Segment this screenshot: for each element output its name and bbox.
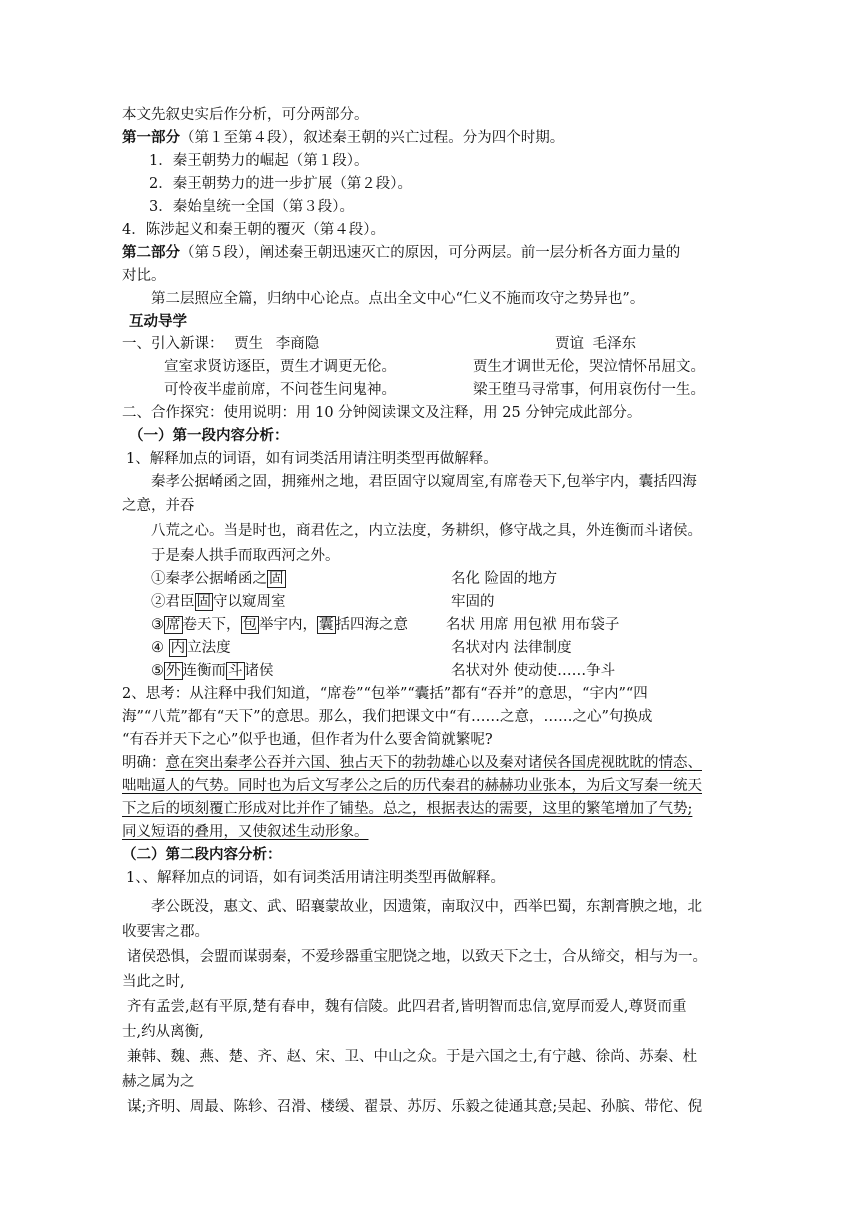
- sub2-title: （二）第二段内容分析：: [122, 847, 282, 863]
- passage-line: 当此之时,: [122, 974, 185, 990]
- key-word-box: 固: [196, 594, 211, 610]
- vocab-number: ③: [151, 617, 164, 633]
- part1-heading: 第一部分: [122, 130, 180, 146]
- part2-text: （第５段），阐述秦王朝迅速灭亡的原因，可分两层。前一层分析各方面力量的: [180, 245, 681, 261]
- poet-name: 毛泽东: [592, 336, 637, 352]
- section1-line: [122, 334, 319, 354]
- part2-line: [122, 243, 680, 263]
- answer-line: 同义短语的叠用，又使叙述生动形象。: [122, 824, 369, 840]
- vocab-explanation: 名状 用席 用包袱 用布袋子: [446, 617, 620, 633]
- vocab-number: ⑤: [151, 663, 164, 679]
- poem-line: 可怜夜半虚前席，不问苍生问鬼神。: [164, 382, 396, 398]
- passage-line: 谋;齐明、周最、陈轸、召滑、楼缓、翟景、苏厉、乐毅之徒通其意;吴起、孙膑、带佗、倪: [127, 1099, 703, 1115]
- vocab-text: 立法度: [187, 640, 231, 656]
- poem-line: 贾生才调世无伦，哭泣情怀吊屈文。: [473, 359, 705, 375]
- key-word-box: 囊: [319, 617, 334, 633]
- passage-line: 收要害之郡。: [122, 924, 209, 940]
- key-word-box: 内: [170, 640, 186, 656]
- passage-line: 齐有孟尝,赵有平原,楚有春申，魏有信陵。此四君者,皆明智而忠信,宽厚而爱人,尊贤而重: [127, 999, 687, 1015]
- vocab-explanation: 名状对内 法律制度: [451, 640, 572, 656]
- poet-name: 贾生: [234, 336, 264, 352]
- answer-text: 意在突出秦孝公吞并六国、独占天下的勃勃雄心以及秦对诸侯各国虎视眈眈的情态、: [165, 755, 702, 771]
- guide-title: 互动导学: [129, 314, 187, 330]
- passage-line: 兼韩、魏、燕、楚、齐、赵、宋、卫、中山之众。于是六国之士,有宁越、徐尚、苏秦、杜: [127, 1049, 698, 1065]
- think-question-line: 海”“八荒”都有“天下”的意思。那么，我们把课文中“有……之意，……之心”句换成: [122, 709, 653, 725]
- passage-line: 秦孝公据崤函之固，拥雍州之地，君臣固守以窥周室,有席卷天下,包举宇内，囊括四海: [151, 474, 697, 490]
- sub1-title: （一）第一段内容分析：: [129, 428, 289, 444]
- passage-line: 士,约从离衡,: [122, 1024, 204, 1040]
- vocab-explanation: 名化 险固的地方: [451, 571, 558, 587]
- passage-line: 八荒之心。当是时也，商君佐之，内立法度，务耕织，修守战之具，外连衡而斗诸侯。: [151, 523, 702, 539]
- vocab-text: 诸侯: [244, 663, 274, 679]
- poem-line: 梁王堕马寻常事，何用哀伤付一生。: [473, 382, 705, 398]
- passage-line: 孝公既没，惠文、武、昭襄蒙故业，因遗策，南取汉中，西举巴蜀，东割膏腴之地，北: [151, 899, 702, 915]
- vocab-explanation: 牢固的: [451, 594, 495, 610]
- vocab-text: [164, 640, 169, 656]
- part2-continued: 对比。: [122, 268, 166, 284]
- vocab-text: 连衡而: [182, 663, 226, 679]
- vocab-text: 秦孝公据崤函之: [165, 571, 267, 587]
- vocab-item: [151, 592, 286, 612]
- answer-line: 咄咄逼人的气势。同时也为后文写孝公之后的历代秦君的赫赫功业张本，为后文写秦一统天: [122, 778, 702, 794]
- vocab-text: 括四海之意: [335, 617, 408, 633]
- vocab-explanation: 名状对外 使动使……争斗: [451, 663, 616, 679]
- key-word-box: 外: [166, 663, 181, 679]
- answer-label: 明确：: [122, 755, 166, 771]
- key-word-box: 固: [269, 571, 284, 587]
- answer-line: 下之后的顷刻覆亡形成对比并作了铺垫。总之，根据表达的需要，这里的繁笔增加了气势;: [122, 801, 693, 817]
- period-item: 2．秦王朝势力的进一步扩展（第２段）。: [149, 176, 412, 192]
- think-question-line: “有吞并天下之心”似乎也通，但作者为什么要舍简就繁呢?: [122, 732, 493, 748]
- intro-line: 本文先叙史实后作分析，可分两部分。: [122, 107, 369, 123]
- vocab-text: 守以窥周室: [213, 594, 286, 610]
- vocab-item: [151, 569, 286, 589]
- vocab-text: 举宇内，: [259, 617, 317, 633]
- period-item: 3．秦始皇统一全国（第３段）。: [149, 199, 354, 215]
- key-word-box: 包: [242, 617, 257, 633]
- section2-line: 二、合作探究：使用说明：用 10 分钟阅读课文及注释，用 25 分钟完成此部分。: [122, 405, 642, 421]
- vocab-item: [151, 661, 274, 681]
- part2-heading: 第二部分: [122, 245, 180, 261]
- think-question-line: 2、思考：从注释中我们知道，“席卷”“包举”“囊括”都有“吞并”的意思，“宇内”“四: [122, 686, 648, 702]
- passage-line: 之意，并吞: [122, 498, 195, 514]
- poet-pair-right: [555, 334, 636, 354]
- section1-label: 一、引入新课：: [122, 336, 224, 352]
- vocab-text: 卷天下，: [182, 617, 241, 633]
- poem-line: 宣室求贤访逐臣，贾生才调更无伦。: [164, 359, 396, 375]
- passage-line: 诸侯恐惧，会盟而谋弱秦，不爱珍器重宝肥饶之地，以致天下之士，合从缔交，相与为一。: [127, 949, 707, 965]
- vocab-number: ①: [151, 571, 166, 587]
- answer-line: [122, 753, 702, 773]
- poet-name: 贾谊: [555, 336, 584, 352]
- period-item: 4．陈涉起义和秦王朝的覆灭（第４段）。: [122, 222, 385, 238]
- poet-name: 李商隐: [275, 336, 320, 352]
- vocab-number: ④: [151, 640, 164, 656]
- passage-line: 赫之属为之: [122, 1074, 195, 1090]
- period-item: 1．秦王朝势力的崛起（第１段）。: [149, 153, 369, 169]
- vocab-text: 君臣: [165, 594, 195, 610]
- question-1: 1、解释加点的词语，如有词类活用请注明类型再做解释。: [126, 451, 498, 467]
- vocab-item: [151, 615, 408, 635]
- vocab-number: ②: [151, 594, 166, 610]
- question-2: 1、、解释加点的词语，如有词类活用请注明类型再做解释。: [126, 870, 505, 886]
- key-word-box: 席: [166, 617, 181, 633]
- vocab-item: [151, 638, 231, 658]
- part1-line: [122, 128, 564, 148]
- passage-line: 于是秦人拱手而取西河之外。: [151, 548, 340, 564]
- part1-text: （第１至第４段），叙述秦王朝的兴亡过程。分为四个时期。: [180, 130, 565, 146]
- key-word-box: 斗: [228, 663, 243, 679]
- layer2-line: 第二层照应全篇，归纳中心论点。点出全文中心“仁义不施而攻守之势异也”。: [151, 291, 645, 307]
